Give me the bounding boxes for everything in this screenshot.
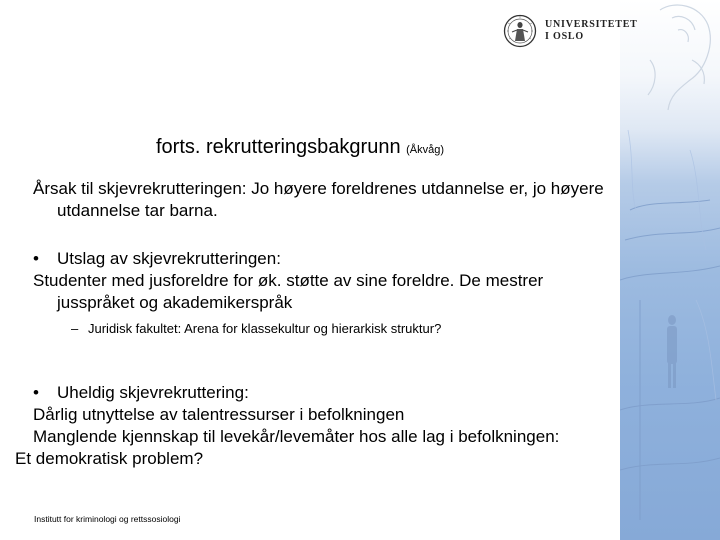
bullet-marker: • (33, 249, 39, 268)
footer-institute: Institutt for kriminologi og rettssosiologi (34, 514, 181, 524)
dash-marker: – (71, 321, 79, 336)
university-name (545, 19, 638, 43)
slide-title (156, 134, 444, 163)
sub-item-faculty (71, 320, 623, 338)
slide-body (15, 178, 623, 470)
bullet-item-unfortunate (33, 382, 623, 404)
paragraph-knowledge: Manglende kjennskap til levekår/levemåter hos alle lag i befolkningen: (33, 427, 560, 446)
slide-title-main: forts. rekrutteringsbakgrunn (156, 136, 401, 158)
decorative-sidebar-artwork (620, 0, 720, 540)
university-seal-icon (503, 14, 537, 48)
paragraph-cause: Årsak til skjevrekrutteringen: Jo høyere foreldrenes utdannelse er, jo høyere utdannelse tar barna. (33, 179, 604, 220)
sub-item-faculty-text: Juridisk fakultet: Arena for klassekultur og hierarkisk struktur? (88, 321, 442, 336)
paragraph-law-students: Studenter med jusforeldre for øk. støtte av sine foreldre. De mestrer jusspråket og akademikerspråk (33, 271, 544, 312)
paragraph-talent: Dårlig utnyttelse av talentressurser i befolkningen (33, 405, 405, 424)
bullet-item-outcome (33, 248, 623, 270)
university-name-line1: UNIVERSITETET (545, 19, 638, 30)
university-name-line2: I OSLO (545, 31, 584, 42)
slide-title-source: (Åkvåg) (406, 144, 445, 156)
university-logo (503, 14, 638, 48)
sculpture-artwork-icon (620, 0, 720, 540)
bullet-text-unfortunate: Uheldig skjevrekruttering: (57, 383, 249, 402)
paragraph-democratic: Et demokratisk problem? (15, 449, 204, 468)
bullet-text-outcome: Utslag av skjevrekrutteringen: (57, 249, 281, 268)
bullet-marker: • (33, 383, 39, 402)
